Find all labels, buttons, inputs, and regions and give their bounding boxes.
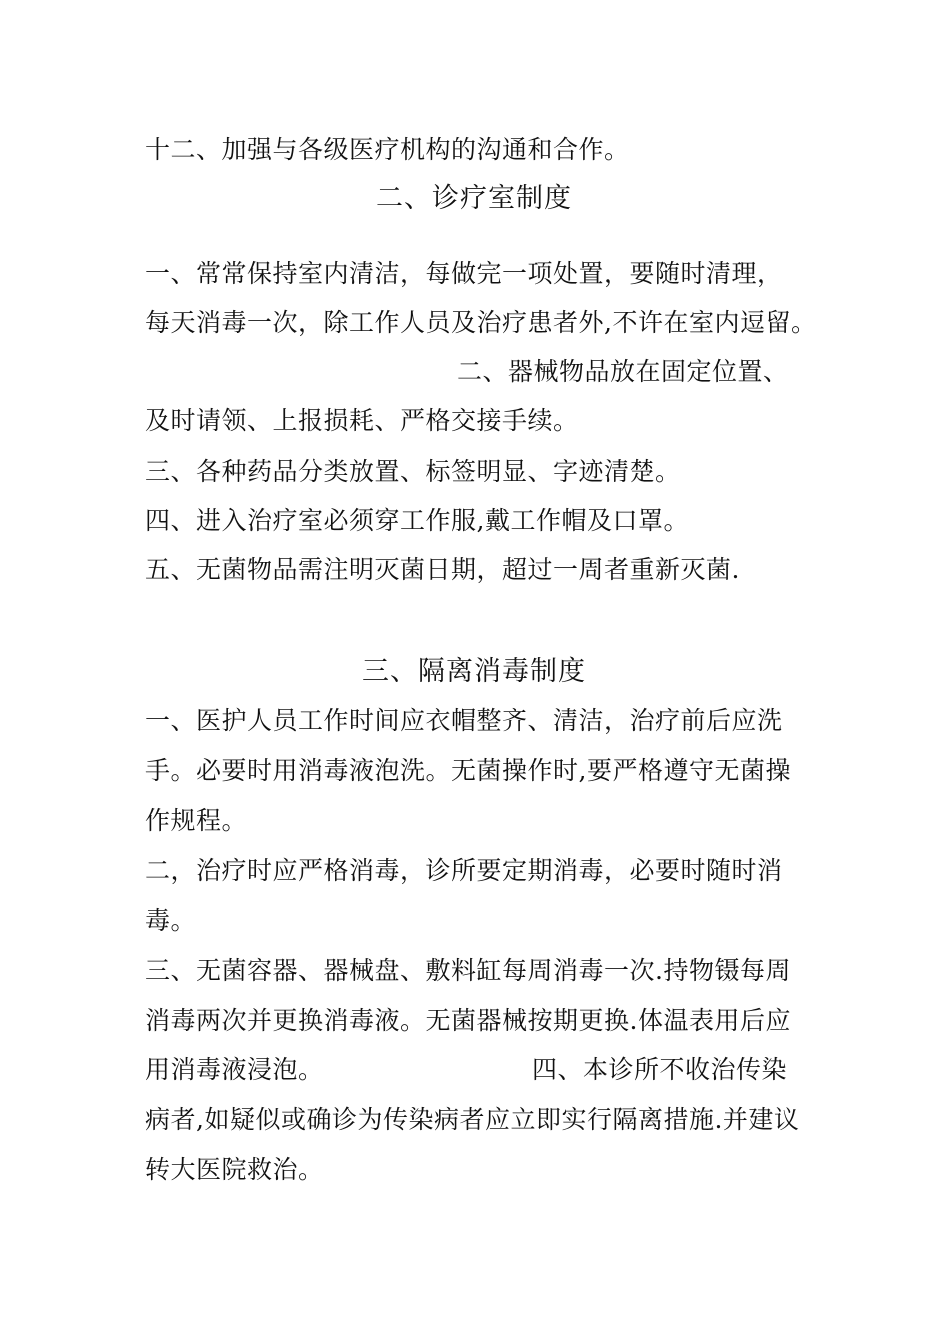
text-line: 二，治疗时应严格消毒，诊所要定期消毒，必要时随时消 <box>145 856 783 885</box>
section-heading-isolation-disinfection: 三、隔离消毒制度 <box>362 656 586 687</box>
text-line: 十二、加强与各级医疗机构的沟通和合作。 <box>145 135 630 164</box>
text-line: 手。必要时用消毒液泡洗。无菌操作时,要严格遵守无菌操 <box>145 756 791 785</box>
text-line: 每天消毒一次，除工作人员及治疗患者外,不许在室内逗留。 <box>145 308 817 337</box>
text-line: 五、无菌物品需注明灭菌日期，超过一周者重新灭菌. <box>145 555 740 584</box>
text-line: 三、无菌容器、器械盘、敷料缸每周消毒一次.持物镊每周 <box>145 956 791 985</box>
text-line: 四、进入治疗室必须穿工作服,戴工作帽及口罩。 <box>145 506 689 535</box>
text-line: 作规程。 <box>145 806 248 835</box>
text-line: 一、医护人员工作时间应衣帽整齐、清洁，治疗前后应洗 <box>145 706 783 735</box>
text-line: 四、本诊所不收治传染 <box>532 1055 788 1084</box>
text-line: 二、器械物品放在固定位置、 <box>457 357 789 386</box>
text-line: 转大医院救治。 <box>145 1155 324 1184</box>
text-line: 三、各种药品分类放置、标签明显、字迹清楚。 <box>145 457 681 486</box>
text-line: 病者,如疑似或确诊为传染病者应立即实行隔离措施.并建议 <box>145 1105 800 1134</box>
text-line: 及时请领、上报损耗、严格交接手续。 <box>145 406 579 435</box>
text-line: 毒。 <box>145 906 197 935</box>
text-line: 用消毒液浸泡。 <box>145 1055 324 1084</box>
section-heading-clinic-room: 二、诊疗室制度 <box>376 183 572 214</box>
text-line: 一、常常保持室内清洁，每做完一项处置，要随时清理， <box>145 259 783 288</box>
text-line: 消毒两次并更换消毒液。无菌器械按期更换.体温表用后应 <box>145 1006 791 1035</box>
